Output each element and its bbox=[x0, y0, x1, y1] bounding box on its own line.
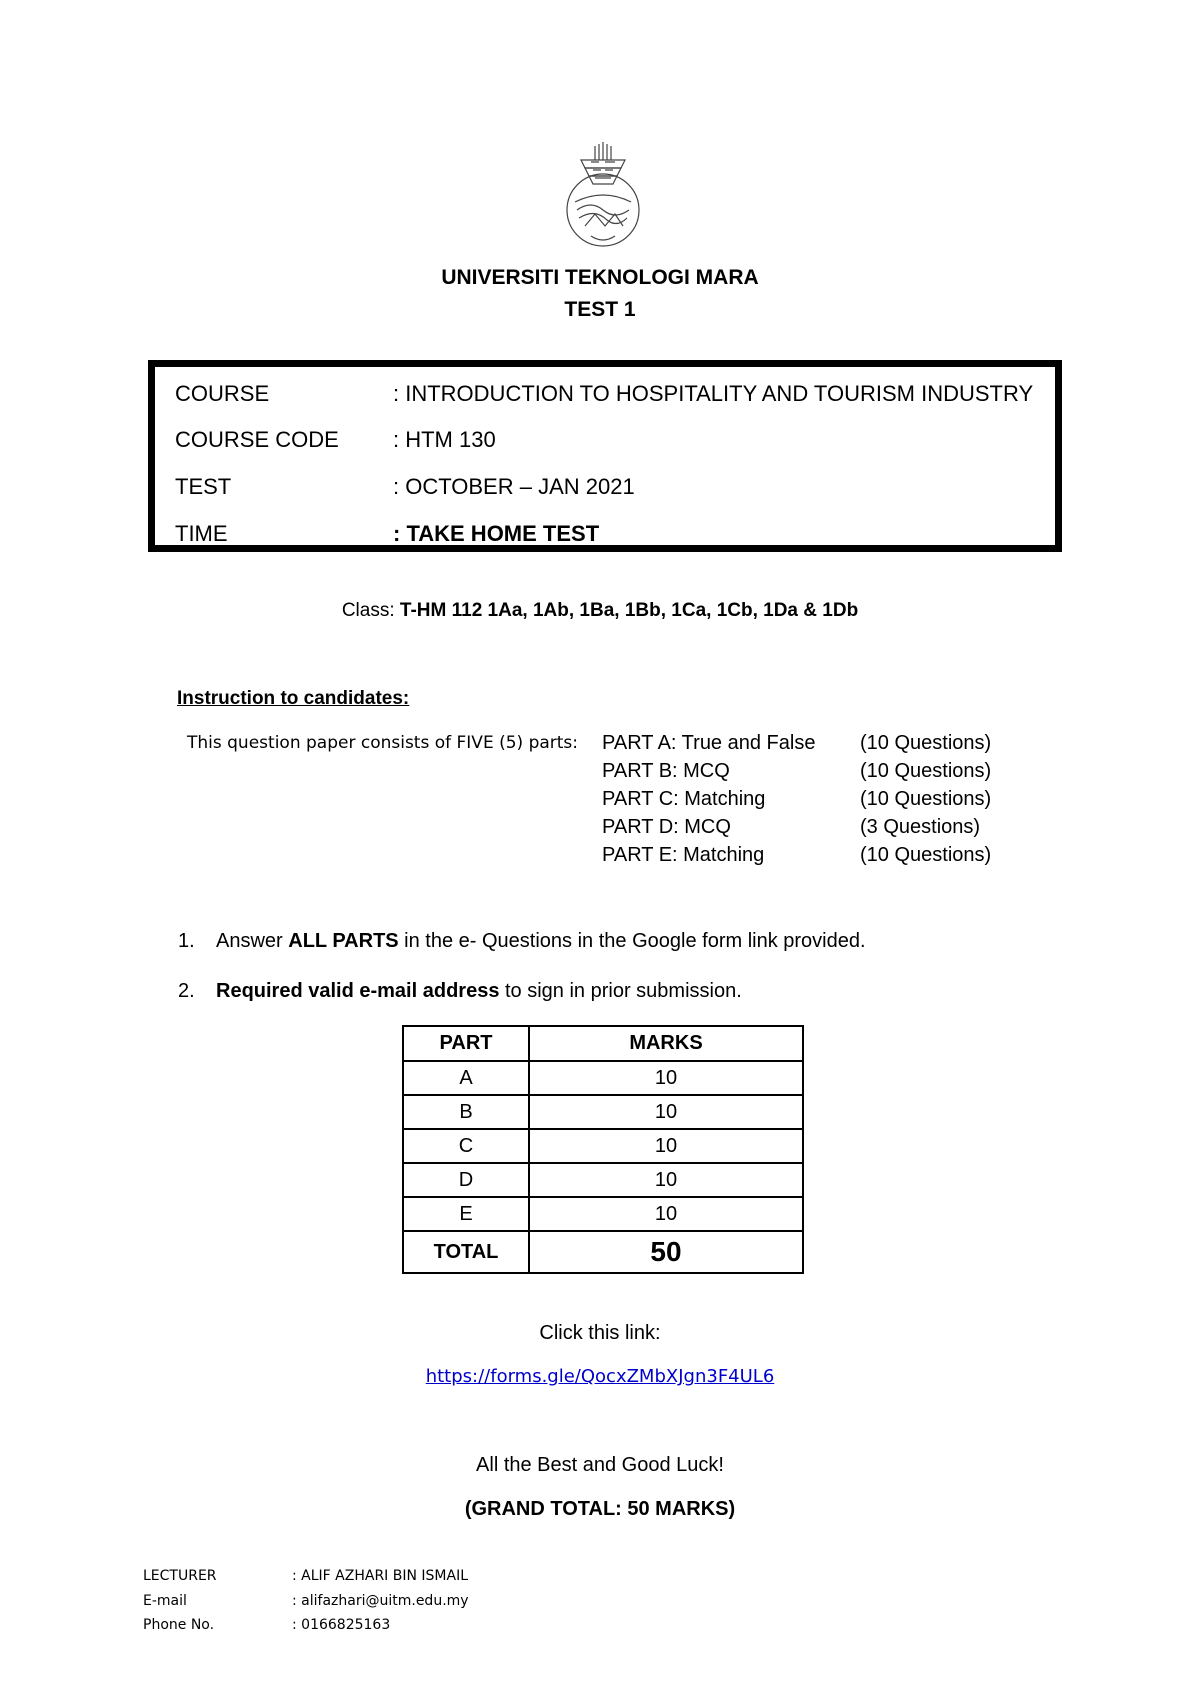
university-crest-icon bbox=[555, 140, 651, 250]
part-b-questions: (10 Questions) bbox=[860, 760, 992, 782]
time-label: TIME bbox=[175, 521, 228, 546]
lecturer-value: : ALIF AZHARI BIN ISMAIL bbox=[292, 1568, 469, 1584]
table-row bbox=[403, 1197, 803, 1231]
part-cell: B bbox=[403, 1095, 529, 1129]
table-row bbox=[403, 1061, 803, 1095]
course-code-label: COURSE CODE bbox=[175, 427, 339, 452]
email-value: : alifazhari@uitm.edu.my bbox=[292, 1593, 469, 1609]
test-label: TEST bbox=[175, 474, 232, 499]
class-line bbox=[0, 600, 1200, 622]
marks-cell: 10 bbox=[529, 1197, 803, 1231]
phone-label: Phone No. bbox=[143, 1617, 215, 1633]
part-cell: E bbox=[403, 1197, 529, 1231]
instruction-2-number: 2. bbox=[178, 980, 195, 1002]
part-c-questions: (10 Questions) bbox=[860, 788, 992, 810]
marks-cell: 10 bbox=[529, 1163, 803, 1197]
class-value: T-HM 112 1Aa, 1Ab, 1Ba, 1Bb, 1Ca, 1Cb, 1Da & 1Db bbox=[399, 600, 859, 621]
time-value: : TAKE HOME TEST bbox=[393, 521, 600, 546]
university-name: UNIVERSITI TEKNOLOGI MARA bbox=[441, 266, 759, 289]
part-d-questions: (3 Questions) bbox=[860, 816, 981, 838]
part-b-name: PART B: MCQ bbox=[602, 760, 730, 782]
instruction-2-bold: Required valid e-mail address bbox=[216, 980, 500, 1002]
lecturer-label: LECTURER bbox=[143, 1568, 217, 1584]
course-label: COURSE bbox=[175, 381, 270, 406]
instruction-1-post: in the e- Questions in the Google form link provided. bbox=[398, 930, 866, 952]
course-code-value: : HTM 130 bbox=[393, 427, 496, 452]
total-row bbox=[403, 1231, 803, 1273]
test-title: TEST 1 bbox=[564, 298, 636, 321]
instruction-2-post: to sign in prior submission. bbox=[499, 980, 742, 1002]
part-cell: C bbox=[403, 1129, 529, 1163]
course-info-box bbox=[148, 360, 1062, 552]
instruction-1-number: 1. bbox=[178, 930, 195, 952]
marks-header: MARKS bbox=[529, 1026, 803, 1061]
link-prompt: Click this link: bbox=[539, 1322, 661, 1344]
google-form-link[interactable]: https://forms.gle/QocxZMbXJgn3F4UL6 bbox=[425, 1366, 775, 1387]
total-value: 50 bbox=[529, 1231, 803, 1273]
part-d-name: PART D: MCQ bbox=[602, 816, 731, 838]
university-logo bbox=[555, 140, 651, 250]
marks-cell: 10 bbox=[529, 1129, 803, 1163]
marks-cell: 10 bbox=[529, 1095, 803, 1129]
table-header-row bbox=[403, 1026, 803, 1061]
grand-total: (GRAND TOTAL: 50 MARKS) bbox=[464, 1498, 736, 1520]
instruction-1-pre: Answer bbox=[216, 930, 289, 952]
test-value: : OCTOBER – JAN 2021 bbox=[393, 474, 635, 499]
phone-value: : 0166825163 bbox=[292, 1617, 391, 1633]
instruction-1-text bbox=[216, 930, 866, 953]
table-row bbox=[403, 1129, 803, 1163]
email-label: E-mail bbox=[143, 1593, 187, 1609]
course-value: : INTRODUCTION TO HOSPITALITY AND TOURISM INDUSTRY bbox=[393, 381, 1034, 406]
part-a-name: PART A: True and False bbox=[602, 732, 816, 754]
class-label: Class: bbox=[341, 600, 400, 621]
part-e-questions: (10 Questions) bbox=[860, 844, 992, 866]
table-row bbox=[403, 1163, 803, 1197]
part-c-name: PART C: Matching bbox=[602, 788, 766, 810]
part-header: PART bbox=[403, 1026, 529, 1061]
instructions-intro: This question paper consists of FIVE (5) parts: bbox=[187, 733, 579, 753]
part-e-name: PART E: Matching bbox=[602, 844, 765, 866]
table-row bbox=[403, 1095, 803, 1129]
instructions-heading: Instruction to candidates: bbox=[177, 688, 410, 709]
part-cell: D bbox=[403, 1163, 529, 1197]
total-label: TOTAL bbox=[403, 1231, 529, 1273]
instruction-1-bold: ALL PARTS bbox=[288, 930, 399, 952]
instruction-2-text bbox=[216, 980, 742, 1003]
good-luck-message: All the Best and Good Luck! bbox=[476, 1454, 724, 1476]
marks-cell: 10 bbox=[529, 1061, 803, 1095]
marks-table bbox=[402, 1025, 804, 1274]
part-cell: A bbox=[403, 1061, 529, 1095]
part-a-questions: (10 Questions) bbox=[860, 732, 992, 754]
